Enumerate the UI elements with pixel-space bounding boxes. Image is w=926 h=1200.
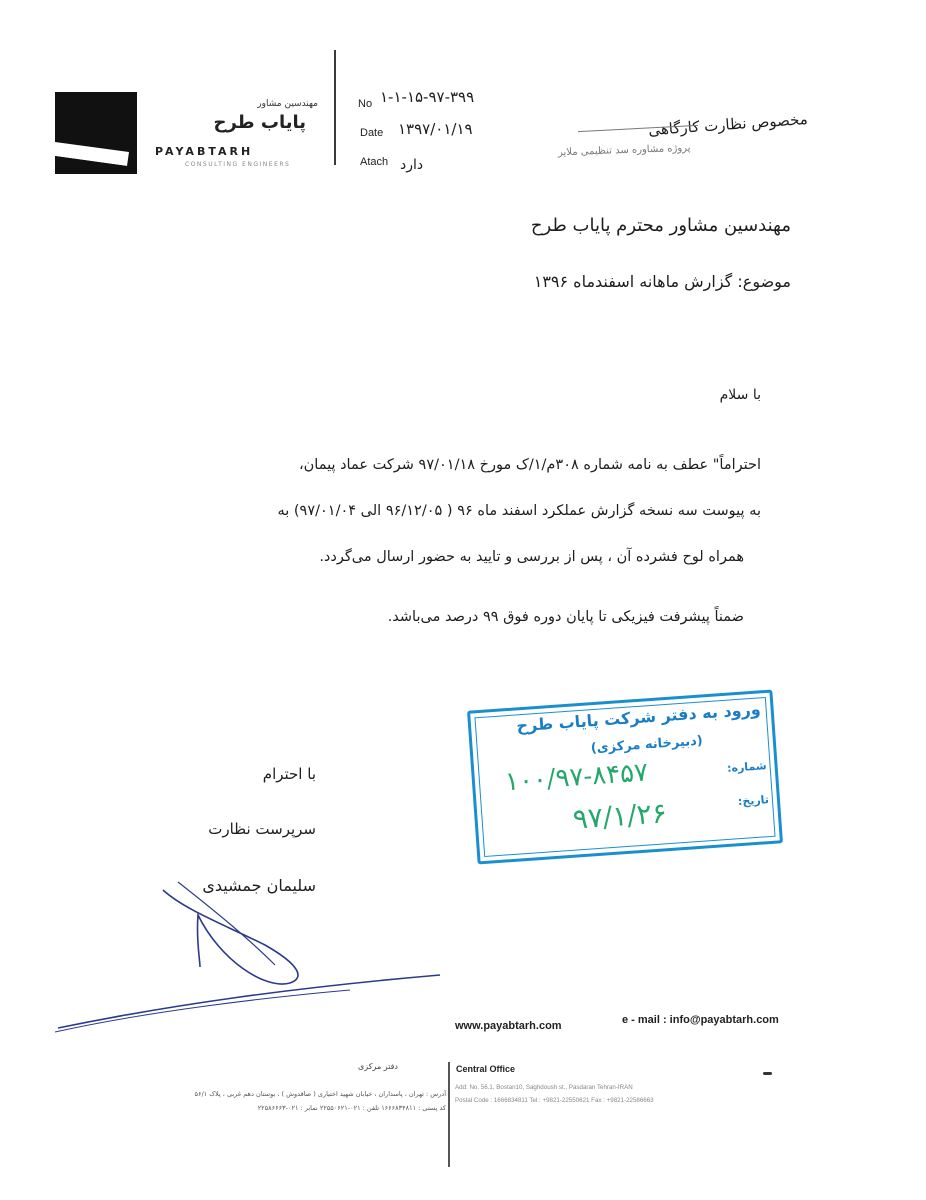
brand-name-fa: پایاب طرح [213,112,306,133]
project-subline: پروژه مشاوره سد تنظیمی ملایر [558,142,692,159]
office-title-fa: دفتر مرکزی [358,1062,398,1071]
recipient: مهندسین مشاور محترم پایاب طرح [530,215,791,236]
letter-number-value: ۱-۱-۱۵-۹۷-۳۹۹ [380,88,475,106]
attachment-value: دارد [400,157,424,173]
attachment-label: Atach [360,156,389,168]
handwritten-signature [50,870,450,1040]
stamp-number-value: ۱۰۰/۹۷-۸۴۵۷ [504,757,650,798]
letter-date-value: ۱۳۹۷/۰۱/۱۹ [398,120,473,138]
address-en: Add: No. 56.1, Bostan10, Saghdoush st., Pasdaran Tehran-IRAN [455,1084,633,1091]
header-divider [334,50,336,165]
brand-name-en: PAYABTARH [155,145,254,158]
stamp-date-value: ۹۷/۱/۲۶ [571,796,668,836]
confidential-label: مخصوص نظارت کارگاهی [648,110,809,140]
contact-en: Postal Code : 1666834811 Tel : +9821-22550621 Fax : +9821-22586663 [455,1097,654,1104]
letter-date-label: Date [360,127,384,139]
greeting: با سلام [719,387,761,403]
email-link[interactable]: e - mail : info@payabtarh.com [622,1014,779,1026]
website-link[interactable]: www.payabtarh.com [455,1020,562,1032]
paragraph-line: همراه لوح فشرده آن ، پس از بررسی و تایید به حضور ارسال می‌گردد. [319,549,744,565]
stamp-date-label: تاریخ: [737,793,770,809]
address-fa: آدرس : تهران ، پاسداران ، خیابان شهید اختیاری ( صاقدوش ) ، بوستان دهم غربی ، پلاک ۵۶/۱ [194,1090,446,1098]
stamp-title: ورود به دفتر شرکت پایاب طرح [515,699,762,736]
paragraph-line: احتراماً" عطف به نامه شماره ۳۰۸م/۱/ک مورخ ۹۷/۰۱/۱۸ شرکت عماد پیمان، [298,457,761,473]
contact-fa: کد پستی : ۱۶۶۶۸۳۴۸۱۱ تلفن : ۰۲۱-۲۲۵۵۰۶۲۱ نمابر : ۰۲۱-۲۲۵۸۶۶۶۳ [257,1104,446,1112]
subject: موضوع: گزارش ماهانه اسفندماه ۱۳۹۶ [533,272,791,291]
company-logo [55,92,137,174]
punch-mark [763,1072,772,1075]
signer-position: سرپرست نظارت [208,820,316,838]
footer-divider [448,1062,450,1167]
stamp-subtitle: (دبیرخانه مرکزی) [590,733,704,757]
office-title-en: Central Office [456,1064,516,1074]
letter-number-label: No [358,98,373,110]
closing: با احترام [262,765,316,783]
stamp-number-label: شماره: [726,759,768,775]
signer-name: سلیمان جمشیدی [202,876,316,895]
note-line: ضمناً پیشرفت فیزیکی تا پایان دوره فوق ۹۹ درصد می‌باشد. [387,609,744,625]
brand-tagline: CONSULTING ENGINEERS [185,161,291,168]
paragraph-line: به پیوست سه نسخه گزارش عملکرد اسفند ماه ۹۶ ( ۹۶/۱۲/۰۵ الی ۹۷/۰۱/۰۴) به [277,503,761,519]
brand-subtitle: مهندسین مشاور [257,99,318,109]
receipt-stamp [467,690,783,865]
